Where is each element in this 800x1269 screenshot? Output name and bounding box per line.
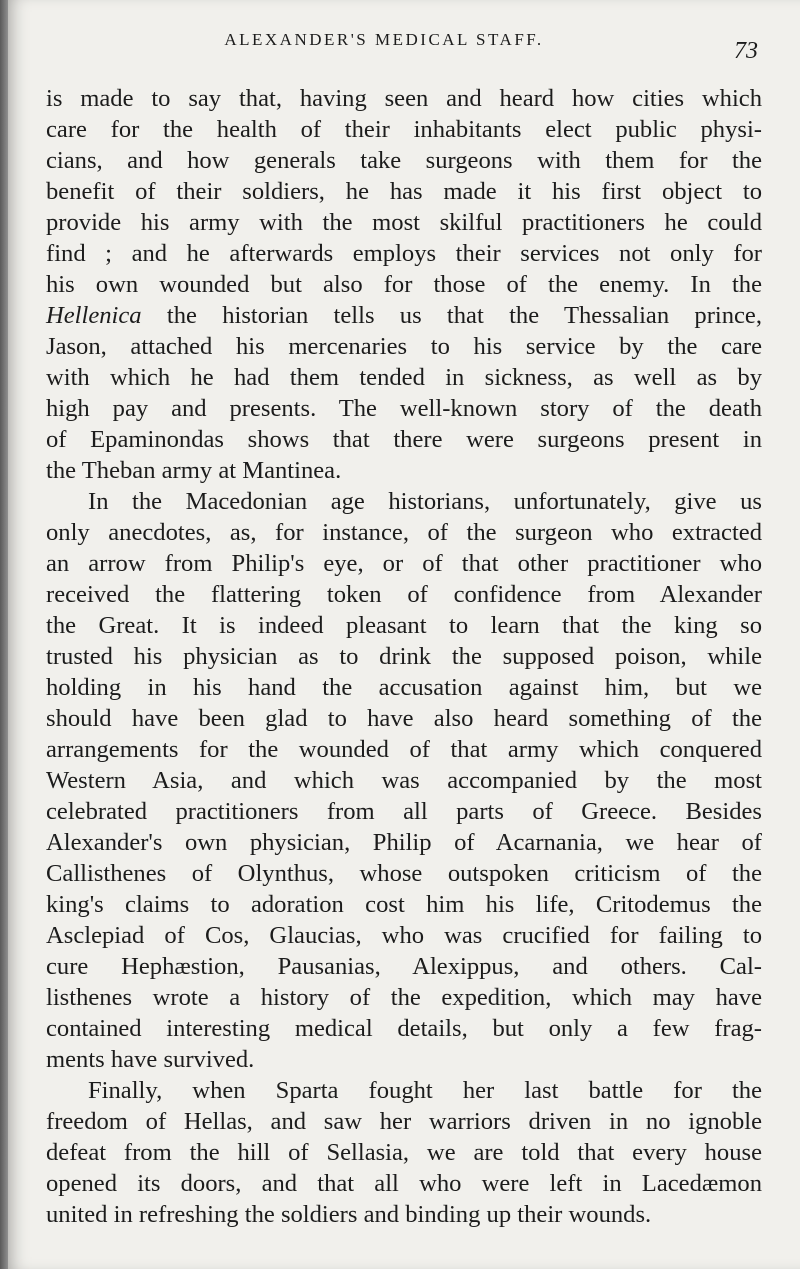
text-line: the Theban army at Mantinea. [46, 457, 342, 484]
page-number: 73 [734, 38, 758, 64]
text-line: listhenes wrote a history of the expedition, which may have [46, 984, 762, 1011]
binding-shadow [0, 0, 8, 1269]
text-line: of Epaminondas shows that there were surgeons present in [46, 426, 762, 453]
text-line: find ; and he afterwards employs their services not only for [46, 240, 762, 267]
text-line: his own wounded but also for those of the enemy. In the [46, 271, 762, 298]
text-line: trusted his physician as to drink the supposed poison, while [46, 643, 762, 670]
text-line: benefit of their soldiers, he has made it his first object to [46, 178, 762, 205]
running-head [8, 30, 800, 50]
text-line: united in refreshing the soldiers and binding up their wounds. [46, 1201, 652, 1228]
text-line: is made to say that, having seen and heard how cities which [46, 85, 762, 112]
text-line: an arrow from Philip's eye, or of that other practitioner who [46, 550, 762, 577]
text-line: cians, and how generals take surgeons with them for the [46, 147, 762, 174]
text-line: contained interesting medical details, but only a few frag- [46, 1015, 762, 1042]
text-line: provide his army with the most skilful practitioners he could [46, 209, 762, 236]
text-line: care for the health of their inhabitants elect public physi- [46, 116, 762, 143]
text-line: Callisthenes of Olynthus, whose outspoken criticism of the [46, 860, 762, 887]
book-page [8, 0, 800, 1269]
text-line: the Great. It is indeed pleasant to learn that the king so [46, 612, 762, 639]
text-line: Jason, attached his mercenaries to his service by the care [46, 333, 762, 360]
paragraph-3 [46, 1075, 762, 1230]
text-line: holding in his hand the accusation against him, but we [46, 674, 762, 701]
text-line: received the flattering token of confidence from Alexander [46, 581, 762, 608]
text-line: defeat from the hill of Sellasia, we are told that every house [46, 1139, 762, 1166]
paragraph-1 [46, 83, 762, 486]
text-line: celebrated practitioners from all parts of Greece. Besides [46, 798, 762, 825]
text-line: cure Hephæstion, Pausanias, Alexippus, and others. Cal- [46, 953, 762, 980]
text-line-hellenica: Hellenica the historian tells us that the Thessalian prince, [46, 302, 762, 329]
text-line: freedom of Hellas, and saw her warriors driven in no ignoble [46, 1108, 762, 1135]
text-line: opened its doors, and that all who were left in Lacedæmon [46, 1170, 762, 1197]
paragraph-2 [46, 486, 762, 1075]
text-line: Western Asia, and which was accompanied by the most [46, 767, 762, 794]
text-line: In the Macedonian age historians, unfortunately, give us [88, 488, 762, 515]
text-line: arrangements for the wounded of that army which conquered [46, 736, 762, 763]
text-line: only anecdotes, as, for instance, of the surgeon who extracted [46, 519, 762, 546]
book-title-hellenica: Hellenica [46, 302, 142, 329]
text-line: Alexander's own physician, Philip of Acarnania, we hear of [46, 829, 762, 856]
text-line: Finally, when Sparta fought her last battle for the [88, 1077, 762, 1104]
text-line: should have been glad to have also heard something of the [46, 705, 762, 732]
text-line: with which he had them tended in sickness, as well as by [46, 364, 762, 391]
text-line: high pay and presents. The well-known story of the death [46, 395, 762, 422]
text-line: Asclepiad of Cos, Glaucias, who was crucified for failing to [46, 922, 762, 949]
running-head-title: ALEXANDER'S MEDICAL STAFF. [224, 30, 544, 49]
text-line: king's claims to adoration cost him his life, Critodemus the [46, 891, 762, 918]
text-line: ments have survived. [46, 1046, 255, 1073]
body-text [46, 83, 762, 1230]
